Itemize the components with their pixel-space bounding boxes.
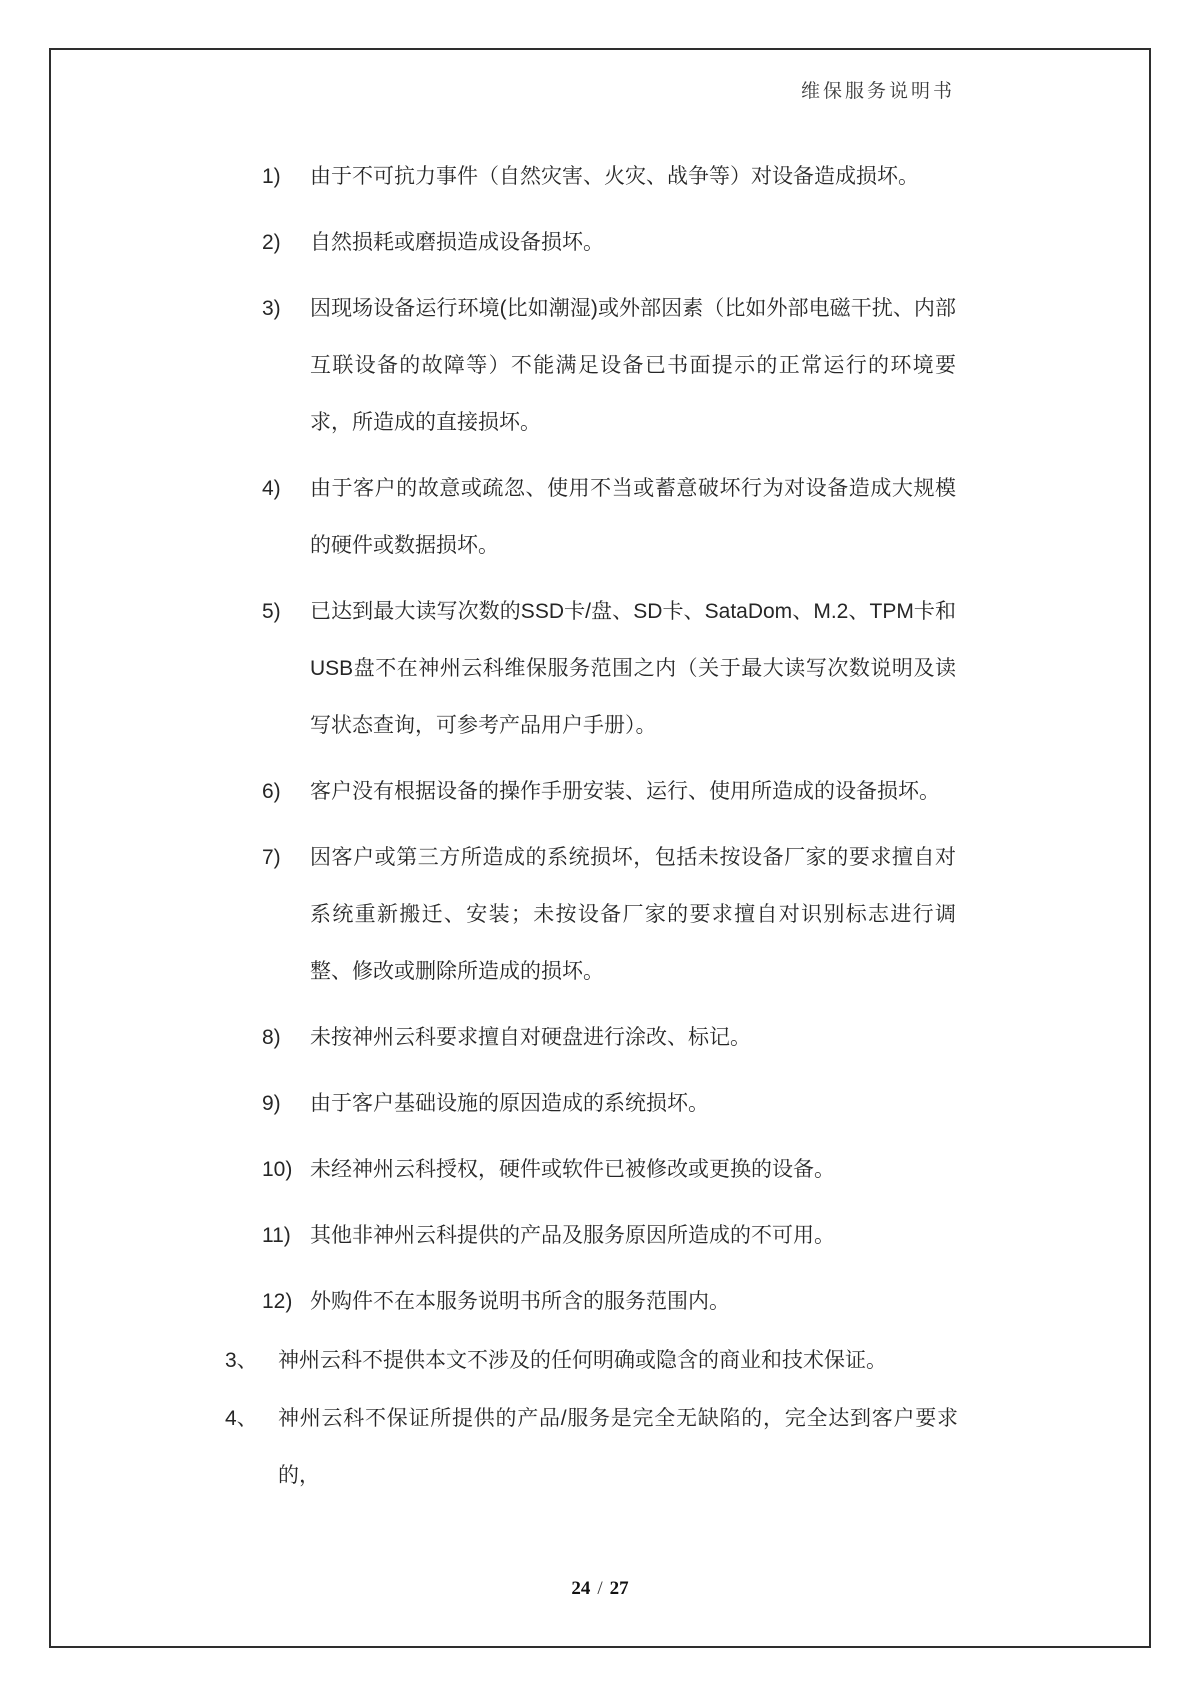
page-separator: / [597, 1578, 603, 1599]
list-item [262, 829, 956, 1000]
list-item-marker: 12) [262, 1290, 293, 1313]
page-header [801, 76, 955, 103]
list-item [262, 763, 956, 820]
total-page-number: 27 [609, 1578, 629, 1599]
list-item-text: 已达到最大读写次数的SSD卡/盘、SD卡、SataDom、M.2、TPM卡和USB盘不在神州云科维保服务范围之内（关于最大读写次数说明及读写状态查询，可参考产品用户手册）。 [310, 600, 956, 737]
list-item-text: 神州云科不保证所提供的产品/服务是完全无缺陷的，完全达到客户要求的， [278, 1407, 958, 1487]
list-item-marker: 7) [262, 846, 281, 869]
list-item-text: 由于不可抗力事件（自然灾害、火灾、战争等）对设备造成损坏。 [310, 165, 919, 188]
list-item-marker: 3、 [225, 1349, 258, 1372]
list-item-marker: 2) [262, 231, 281, 254]
list-item-marker: 9) [262, 1092, 281, 1115]
list-item-marker: 4) [262, 477, 281, 500]
list-item-text: 因现场设备运行环境(比如潮湿)或外部因素（比如外部电磁干扰、内部互联设备的故障等）不能满足设备已书面提示的正常运行的环境要求，所造成的直接损坏。 [310, 297, 956, 434]
list-item-marker: 6) [262, 780, 281, 803]
list-item-marker: 11) [262, 1224, 291, 1247]
list-item [262, 1075, 956, 1132]
header-title: 维保服务说明书 [800, 81, 955, 102]
list-item [262, 460, 956, 574]
list-item [262, 148, 956, 205]
current-page-number: 24 [571, 1578, 591, 1599]
list-item [225, 1332, 958, 1389]
list-item-text: 自然损耗或磨损造成设备损坏。 [310, 231, 604, 254]
list-item-text: 外购件不在本服务说明书所含的服务范围内。 [310, 1290, 730, 1313]
page-footer [0, 1578, 1200, 1600]
list-item-marker: 4、 [225, 1407, 258, 1430]
list-item-text: 其他非神州云科提供的产品及服务原因所造成的不可用。 [310, 1224, 835, 1247]
list-item-marker: 10) [262, 1158, 293, 1181]
list-item [262, 1141, 956, 1198]
list-item-text: 未按神州云科要求擅自对硬盘进行涂改、标记。 [310, 1026, 751, 1049]
list-item [262, 1009, 956, 1066]
list-item-text: 由于客户的故意或疏忽、使用不当或蓄意破坏行为对设备造成大规模的硬件或数据损坏。 [310, 477, 956, 557]
list-item-text: 因客户或第三方所造成的系统损坏，包括未按设备厂家的要求擅自对系统重新搬迁、安装；未按设备厂家的要求擅自对识别标志进行调整、修改或删除所造成的损坏。 [310, 846, 956, 983]
list-item [262, 280, 956, 451]
list-item [262, 214, 956, 271]
list-item [262, 583, 956, 754]
list-item-marker: 5) [262, 600, 281, 623]
outer-numbered-list [225, 1332, 958, 1505]
list-item-text: 未经神州云科授权，硬件或软件已被修改或更换的设备。 [310, 1158, 835, 1181]
list-item [262, 1273, 956, 1330]
list-item-marker: 3) [262, 297, 281, 320]
list-item-marker: 8) [262, 1026, 281, 1049]
exclusion-numbered-list [262, 148, 956, 1339]
list-item [262, 1207, 956, 1264]
list-item-marker: 1) [262, 165, 281, 188]
list-item-text: 神州云科不提供本文不涉及的任何明确或隐含的商业和技术保证。 [278, 1349, 887, 1372]
list-item-text: 客户没有根据设备的操作手册安装、运行、使用所造成的设备损坏。 [310, 780, 940, 803]
list-item [225, 1390, 958, 1504]
list-item-text: 由于客户基础设施的原因造成的系统损坏。 [310, 1092, 709, 1115]
